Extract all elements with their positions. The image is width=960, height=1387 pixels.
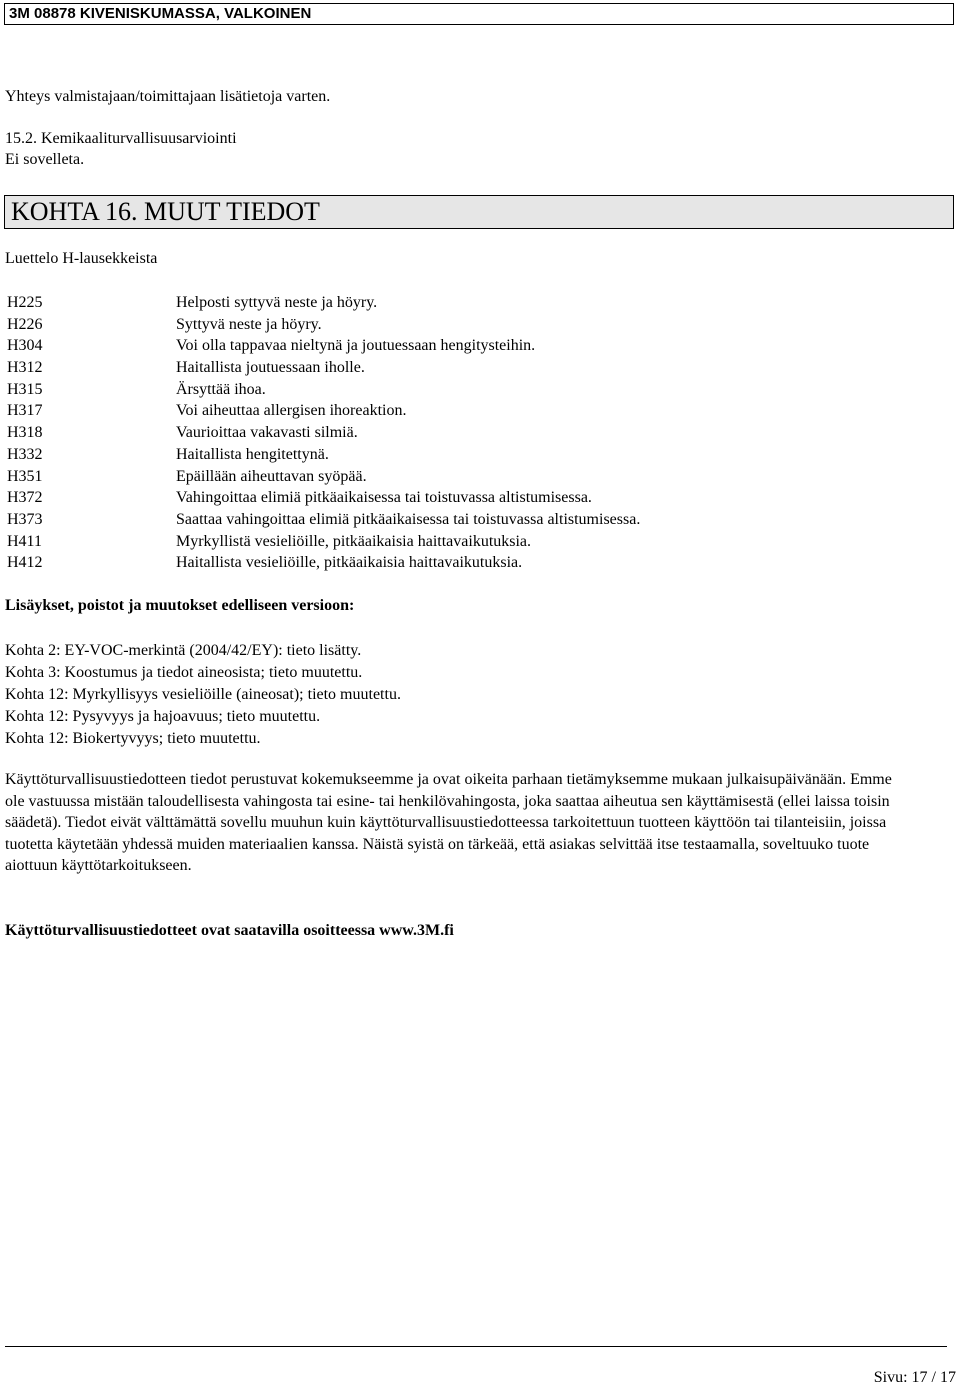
disclaimer-paragraph: Käyttöturvallisuustiedotteen tiedot perustuvat kokemukseemme ja ovat oikeita parhaan tietämyksemme mukaan julkaisupäivänään. Emme ole vastuussa mistään taloudellisesta vahingosta tai esine- tai henkilövahingosta, joka saattaa aiheutua sen käyttämisestä (ellei laissa toisin säädetä). Tiedot eivät välttämättä sovellu muuhun kuin käyttöturvallisuustiedotteessa tarkoitettuun tuotteen käyttöön tai tilanteisiin, joissa tuotetta käytetään yhdessä muiden materiaalien kanssa. Näistä syistä on tärkeää, että asiakas selvittää itse testaamalla, soveltuuko tuote aiottuun käyttötarkoitukseen. (5, 771, 892, 874)
h-code: H225 (7, 294, 43, 311)
section-16-title-box (4, 195, 954, 229)
h-code: H226 (7, 315, 43, 333)
h-text: Saattaa vahingoittaa elimiä pitkäaikaisessa tai toistuvassa altistumisessa. (176, 510, 641, 528)
change-item: Kohta 2: EY-VOC-merkintä (2004/42/EY): tieto lisätty. (5, 642, 362, 659)
section-15-2-text: Ei sovelleta. (5, 151, 85, 168)
document-header (4, 3, 954, 25)
h-code: H304 (7, 337, 43, 355)
section-15-2-heading: 15.2. Kemikaaliturvallisuusarviointi (5, 130, 237, 147)
change-item: Kohta 12: Myrkyllisyys vesieliöille (aineosat); tieto muutettu. (5, 686, 401, 703)
change-item: Kohta 12: Pysyvyys ja hajoavuus; tieto muutettu. (5, 708, 321, 725)
h-code: H372 (7, 489, 43, 507)
h-code: H312 (7, 359, 43, 377)
contact-line: Yhteys valmistajaan/toimittajaan lisätietoja varten. (5, 88, 331, 105)
availability-note: Käyttöturvallisuustiedotteet ovat saatavilla osoitteessa www.3M.fi (5, 922, 454, 939)
h-text: Syttyvä neste ja höyry. (176, 315, 322, 333)
h-text: Voi aiheuttaa allergisen ihoreaktion. (176, 402, 407, 420)
h-code: H317 (7, 402, 43, 420)
change-item: Kohta 3: Koostumus ja tiedot aineosista; tieto muutettu. (5, 664, 363, 681)
h-code: H411 (7, 532, 42, 550)
changes-list (5, 640, 401, 750)
h-code: H373 (7, 510, 43, 528)
h-code: H412 (7, 554, 43, 572)
h-text: Haitallista joutuessaan iholle. (176, 359, 365, 377)
product-name: 3M 08878 KIVENISKUMASSA, VALKOINEN (9, 5, 312, 22)
h-code: H332 (7, 445, 43, 463)
h-text: Myrkyllistä vesieliöille, pitkäaikaisia haittavaikutuksia. (176, 532, 532, 550)
h-text: Haitallista hengitettynä. (176, 445, 329, 463)
page-number: Sivu: 17 / 17 (873, 1369, 956, 1386)
section-16-title: KOHTA 16. MUUT TIEDOT (11, 197, 320, 226)
h-code: H315 (7, 380, 43, 398)
h-text: Helposti syttyvä neste ja höyry. (176, 294, 378, 311)
changes-title: Lisäykset, poistot ja muutokset edelliseen versioon: (5, 597, 355, 614)
h-text: Vaurioittaa vakavasti silmiä. (176, 424, 358, 442)
change-item: Kohta 12: Biokertyvyys; tieto muutettu. (5, 730, 261, 747)
h-text: Vahingoittaa elimiä pitkäaikaisessa tai toistuvassa altistumisessa. (176, 489, 592, 507)
h-text: Haitallista vesieliöille, pitkäaikaisia haittavaikutuksia. (176, 554, 523, 572)
h-text: Ärsyttää ihoa. (176, 380, 266, 398)
h-text: Voi olla tappavaa nieltynä ja joutuessaan hengitysteihin. (176, 337, 536, 355)
footer-divider (5, 1346, 947, 1347)
h-list-title: Luettelo H-lausekkeista (5, 250, 158, 267)
h-code: H351 (7, 467, 43, 485)
h-text: Epäillään aiheuttavan syöpää. (176, 467, 367, 485)
h-code: H318 (7, 424, 43, 442)
